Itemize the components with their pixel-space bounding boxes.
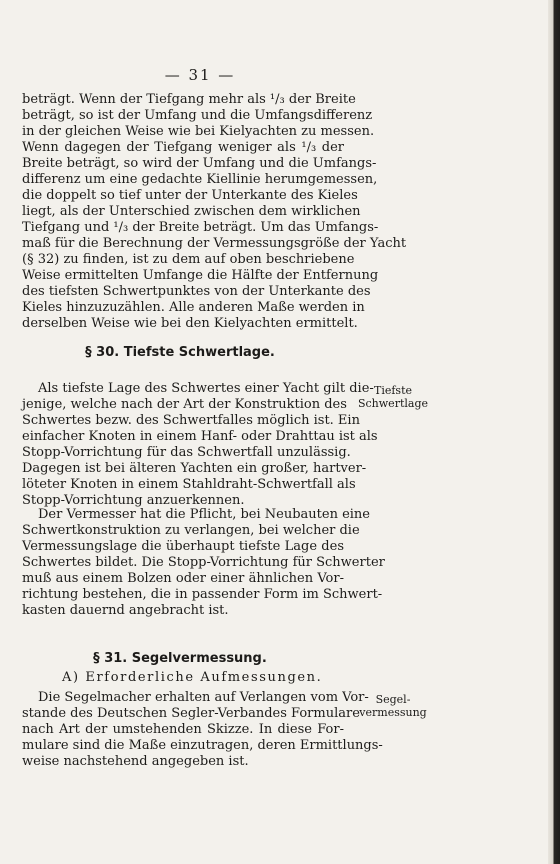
text-line: jenige, welche nach der Art der Konstruktion des (22, 397, 347, 412)
section-30-paragraph-1 (22, 381, 378, 509)
text-line: mulare sind die Maße einzutragen, deren Ermittlungs- (22, 738, 383, 753)
text-line: Vermessungslage die überhaupt tiefste Lage des (22, 539, 344, 554)
text-line: Wenn dagegen der Tiefgang weniger als ¹/₃ der (22, 140, 344, 155)
text-line: liegt, als der Unterschied zwischen dem wirklichen (22, 204, 361, 219)
text-line: in der gleichen Weise wie bei Kielyachten zu messen. (22, 124, 375, 139)
text-line: (§ 32) zu finden, ist zu dem auf oben beschriebene (22, 252, 355, 267)
text-line: einfacher Knoten in einem Hanf- oder Drahttau ist als (22, 429, 378, 444)
text-line: Die Segelmacher erhalten auf Verlangen vom Vor- (38, 690, 369, 705)
text-line: weise nachstehend angegeben ist. (22, 754, 249, 769)
text-line: Schwertkonstruktion zu verlangen, bei welcher die (22, 523, 360, 538)
intro-paragraph (22, 92, 407, 332)
text-line: differenz um eine gedachte Kiellinie herumgemessen, (22, 172, 378, 187)
text-line: Der Vermesser hat die Pflicht, bei Neubauten eine (38, 507, 371, 522)
text-line: muß aus einem Bolzen oder einer ähnlichen Vor- (22, 571, 344, 586)
text-line: Schwertes bildet. Die Stopp-Vorrichtung für Schwerter (22, 555, 385, 570)
text-line: des tiefsten Schwertpunktes von der Unterkante des (22, 284, 371, 299)
text-line: die doppelt so tief unter der Unterkante des Kieles (22, 188, 358, 203)
text-line: Kieles hinzuzuzählen. Alle anderen Maße werden in (22, 300, 365, 315)
text-line: Tiefgang und ¹/₃ der Breite beträgt. Um das Umfangs- (22, 220, 379, 235)
page-edge (548, 0, 560, 864)
text-line: kasten dauernd angebracht ist. (22, 603, 229, 618)
section-31-subheading: A) Erforderliche Aufmessungen. (62, 670, 323, 685)
page-number: — 31 — (164, 66, 236, 84)
section-30-heading: § 30. Tiefste Schwertlage. (85, 345, 275, 360)
text-line: maß für die Berechnung der Vermessungsgröße der Yacht (22, 236, 407, 251)
text-line: richtung bestehen, die in passender Form im Schwert- (22, 587, 383, 602)
text-line: beträgt, so ist der Umfang und die Umfangsdifferenz (22, 108, 373, 123)
text-line: Als tiefste Lage des Schwertes einer Yacht gilt die- (38, 381, 374, 396)
section-31-paragraph-1 (22, 690, 383, 770)
margin-note-line: Schwertlage (357, 397, 428, 410)
section-31-heading: § 31. Segelvermessung. (93, 651, 267, 666)
section-30-paragraph-2 (22, 507, 385, 619)
text-line: stande des Deutschen Segler-Verbandes Formulare (22, 706, 360, 721)
text-line: löteter Knoten in einem Stahldraht-Schwertfall als (22, 477, 356, 492)
text-line: Weise ermittelten Umfange die Hälfte der Entfernung (22, 268, 379, 283)
margin-note-line: vermessung (359, 706, 427, 719)
margin-note-line: Segel- (375, 693, 411, 706)
text-line: derselben Weise wie bei den Kielyachten ermittelt. (22, 316, 358, 331)
text-line: Dagegen ist bei älteren Yachten ein großer, hartver- (22, 461, 367, 476)
text-line: nach Art der umstehenden Skizze. In diese For- (22, 722, 344, 737)
text-line: Stopp-Vorrichtung für das Schwertfall unzulässig. (22, 445, 351, 460)
margin-note-line: Tiefste (373, 384, 412, 397)
text-line: Stopp-Vorrichtung anzuerkennen. (22, 493, 245, 508)
text-line: beträgt. Wenn der Tiefgang mehr als ¹/₃ der Breite (22, 92, 356, 107)
text-line: Breite beträgt, so wird der Umfang und die Umfangs- (22, 156, 377, 171)
text-line: Schwertes bezw. des Schwertfalles möglich ist. Ein (22, 413, 360, 428)
